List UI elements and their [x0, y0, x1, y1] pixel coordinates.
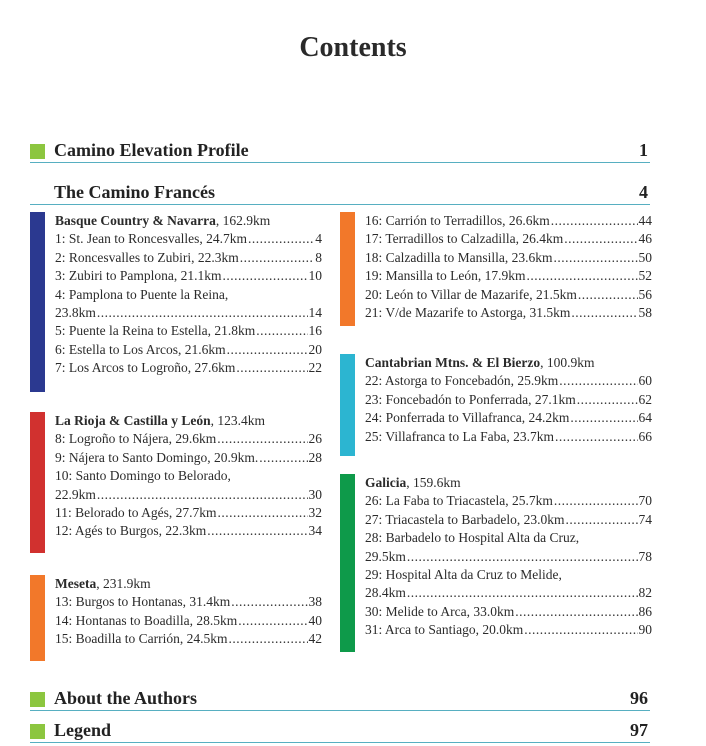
leader-dots [555, 428, 637, 446]
group-content [55, 575, 322, 649]
group-heading [55, 412, 322, 430]
toc-entry[interactable] [55, 304, 322, 322]
leader-dots [578, 286, 638, 304]
toc-entry-text: 16: Carrión to Terradillos, 26.6km [365, 213, 550, 228]
section-elevation-profile[interactable] [30, 142, 650, 163]
leader-dots [228, 630, 307, 648]
group-distance: , 231.9km [96, 576, 151, 591]
group-content [365, 212, 652, 322]
toc-entry[interactable] [365, 249, 652, 267]
section-page: 4 [639, 182, 648, 202]
toc-entry[interactable] [55, 341, 322, 359]
toc-entry[interactable] [55, 359, 322, 377]
toc-entry[interactable] [55, 522, 322, 540]
group-name: La Rioja & Castilla y León [55, 413, 211, 428]
toc-entry[interactable] [365, 566, 652, 584]
toc-entry-text: 14: Hontanas to Boadilla, 28.5km [55, 612, 238, 628]
toc-entry-text: 8: Logroño to Nájera, 29.6km [55, 431, 217, 447]
toc-entry[interactable] [55, 467, 322, 485]
leader-dots [526, 267, 637, 285]
leader-dots [570, 409, 637, 427]
toc-entry[interactable] [55, 430, 322, 448]
leader-dots [564, 230, 637, 248]
toc-entry-text: 22: Astorga to Foncebadón, 25.9km [365, 373, 559, 389]
toc-entry-page: 40 [308, 612, 322, 628]
toc-entry-page: 62 [638, 391, 652, 407]
toc-entry[interactable] [55, 322, 322, 340]
leader-dots [571, 304, 637, 322]
toc-entry-text: 30: Melide to Arca, 33.0km [365, 603, 515, 619]
section-title: Legend [54, 720, 112, 740]
group-distance: , 100.9km [540, 355, 595, 370]
toc-entry-page: 34 [308, 523, 322, 539]
toc-entry-text: 18: Calzadilla to Mansilla, 23.6km [365, 249, 553, 265]
green-square-icon [30, 724, 45, 739]
toc-entry-text: 25: Villafranca to La Faba, 23.7km [365, 428, 555, 444]
toc-entry-text: 7: Los Arcos to Logroño, 27.6km [55, 360, 236, 376]
toc-entry[interactable] [55, 593, 322, 611]
toc-entry-text: 6: Estella to Los Arcos, 21.6km [55, 341, 226, 357]
toc-entry-page: 8 [315, 249, 322, 265]
toc-entry-text: 17: Terradillos to Calzadilla, 26.4km [365, 231, 564, 247]
toc-entry-text: 20: León to Villar de Mazarife, 21.5km [365, 286, 577, 302]
toc-entry-page: 14 [308, 305, 322, 321]
group-color-bar [30, 212, 45, 392]
toc-entry[interactable] [365, 267, 652, 285]
leader-dots [256, 322, 307, 340]
section-page: 97 [630, 720, 648, 740]
section-page: 96 [630, 688, 648, 708]
toc-entry-text: 22.9km [55, 486, 96, 502]
section-title: About the Authors [54, 688, 198, 708]
leader-dots [551, 212, 638, 230]
toc-entry-text: 27: Triacastela to Barbadelo, 23.0km [365, 511, 565, 527]
toc-entry-page: 52 [638, 268, 652, 284]
section-title: The Camino Francés [54, 182, 215, 202]
toc-entry[interactable] [55, 449, 322, 467]
toc-entry[interactable] [365, 492, 652, 510]
toc-entry-text: 5: Puente la Reina to Estella, 21.8km [55, 323, 256, 339]
leader-dots [559, 372, 637, 390]
group-name: Basque Country & Navarra [55, 213, 216, 228]
leader-dots [236, 359, 307, 377]
toc-entry-text: 10: Santo Domingo to Belorado, [55, 468, 231, 484]
leader-dots [524, 621, 637, 639]
group-content [55, 212, 322, 378]
toc-entry-page: 30 [308, 486, 322, 502]
group-name: Galicia [365, 475, 407, 490]
toc-entry[interactable] [365, 621, 652, 639]
toc-entry[interactable] [365, 391, 652, 409]
toc-entry[interactable] [55, 612, 322, 630]
leader-dots [248, 230, 314, 248]
toc-entry-page: 74 [638, 511, 652, 527]
group-content [55, 412, 322, 541]
leader-dots [407, 548, 638, 566]
toc-entry-page: 50 [638, 249, 652, 265]
toc-entry-page: 64 [638, 410, 652, 426]
toc-entry-text: 3: Zubiri to Pamplona, 21.1km [55, 268, 222, 284]
page-title: Contents [299, 32, 407, 63]
toc-entry[interactable] [55, 504, 322, 522]
section-page: 1 [639, 140, 648, 160]
toc-entry[interactable] [55, 230, 322, 248]
leader-dots [515, 603, 637, 621]
toc-entry-text: 28: Barbadelo to Hospital Alta da Cruz, [365, 530, 580, 546]
toc-entry-text: 12: Agés to Burgos, 22.3km [55, 523, 207, 539]
toc-entry[interactable] [365, 529, 652, 547]
toc-entry-page: 46 [638, 231, 652, 247]
group-distance: , 159.6km [406, 475, 461, 490]
toc-entry-text: 29: Hospital Alta da Cruz to Melide, [365, 567, 562, 583]
toc-entry-page: 42 [308, 631, 322, 647]
toc-entry[interactable] [55, 486, 322, 504]
toc-entry-page: 86 [638, 603, 652, 619]
toc-entry[interactable] [55, 249, 322, 267]
group-name: Cantabrian Mtns. & El Bierzo [365, 355, 541, 370]
toc-entry[interactable] [365, 372, 652, 390]
leader-dots [217, 430, 307, 448]
toc-entry-text: 19: Mansilla to León, 17.9km [365, 268, 526, 284]
leader-dots [223, 267, 308, 285]
toc-entry-page: 4 [315, 231, 322, 247]
toc-entry-page: 16 [308, 323, 322, 339]
toc-entry-text: 15: Boadilla to Carrión, 24.5km [55, 631, 228, 647]
toc-entry-text: 31: Arca to Santiago, 20.0km [365, 622, 524, 638]
leader-dots [259, 449, 307, 467]
section-about-authors[interactable] [30, 690, 650, 711]
group-color-bar [340, 354, 355, 456]
leader-dots [407, 584, 638, 602]
toc-entry-text: 29.5km [365, 548, 406, 564]
toc-entry-text: 13: Burgos to Hontanas, 31.4km [55, 594, 231, 610]
toc-entry-page: 58 [638, 305, 652, 321]
toc-entry-page: 70 [638, 493, 652, 509]
toc-entry[interactable] [365, 409, 652, 427]
toc-entry[interactable] [55, 267, 322, 285]
toc-entry-text: 1: St. Jean to Roncesvalles, 24.7km [55, 231, 247, 247]
toc-entry-text: 21: V/de Mazarife to Astorga, 31.5km [365, 305, 571, 321]
leader-dots [227, 341, 308, 359]
toc-entry-page: 22 [308, 360, 322, 376]
toc-entry-page: 44 [638, 213, 652, 228]
green-square-icon [30, 144, 45, 159]
section-title: Camino Elevation Profile [54, 140, 249, 160]
group-color-bar [340, 212, 355, 326]
group-distance: , 123.4km [210, 413, 266, 428]
leader-dots [231, 593, 307, 611]
green-square-icon [30, 692, 45, 707]
toc-entry-page: 78 [638, 548, 652, 564]
toc-entry[interactable] [365, 286, 652, 304]
section-legend[interactable] [30, 722, 650, 743]
toc-entry-page: 66 [638, 428, 652, 444]
toc-entry-page: 28 [308, 449, 322, 465]
group-color-bar [340, 474, 355, 652]
group-heading [55, 212, 322, 230]
group-distance: , 162.9km [215, 213, 271, 228]
group-name: Meseta [55, 576, 97, 591]
leader-dots [97, 304, 308, 322]
leader-dots [554, 492, 638, 510]
toc-entry-page: 56 [638, 286, 652, 302]
leader-dots [553, 249, 637, 267]
toc-entry-page: 26 [308, 431, 322, 447]
leader-dots [577, 391, 638, 409]
toc-entry-page: 82 [638, 585, 652, 601]
toc-entry[interactable] [55, 286, 322, 304]
toc-entry[interactable] [365, 304, 652, 322]
toc-entry-text: 2: Roncesvalles to Zubiri, 22.3km [55, 249, 239, 265]
leader-dots [238, 612, 307, 630]
toc-entry-page: 60 [638, 373, 652, 389]
section-camino-frances[interactable] [30, 184, 650, 205]
leader-dots [207, 522, 307, 540]
toc-entry[interactable] [365, 548, 652, 566]
leader-dots [565, 511, 637, 529]
toc-entry-text: 11: Belorado to Agés, 27.7km [55, 505, 217, 521]
group-heading [55, 575, 322, 593]
group-heading [365, 354, 652, 372]
leader-dots [97, 486, 308, 504]
toc-entry[interactable] [365, 428, 652, 446]
group-color-bar [30, 412, 45, 553]
toc-entry[interactable] [365, 584, 652, 602]
toc-entry-text: 28.4km [365, 585, 406, 601]
toc-entry[interactable] [365, 511, 652, 529]
toc-entry-page: 38 [308, 594, 322, 610]
toc-entry[interactable] [365, 230, 652, 248]
group-content [365, 474, 652, 640]
leader-dots [240, 249, 315, 267]
toc-entry-text: 9: Nájera to Santo Domingo, 20.9km. [55, 449, 259, 465]
toc-entry-text: 23: Foncebadón to Ponferrada, 27.1km [365, 391, 576, 407]
toc-entry-page: 32 [308, 505, 322, 521]
toc-entry[interactable] [365, 603, 652, 621]
leader-dots [218, 504, 308, 522]
toc-entry[interactable] [365, 212, 652, 230]
toc-entry-text: 24: Ponferrada to Villafranca, 24.2km [365, 410, 570, 426]
toc-entry-text: 26: La Faba to Triacastela, 25.7km [365, 493, 553, 509]
group-heading [365, 474, 652, 492]
group-content [365, 354, 652, 446]
toc-entry-page: 10 [308, 268, 322, 284]
toc-entry-page: 90 [638, 622, 652, 638]
group-color-bar [30, 575, 45, 661]
toc-entry-page: 20 [308, 341, 322, 357]
toc-entry-text: 23.8km [55, 305, 96, 321]
toc-entry-text: 4: Pamplona to Puente la Reina, [55, 286, 229, 302]
toc-entry[interactable] [55, 630, 322, 648]
